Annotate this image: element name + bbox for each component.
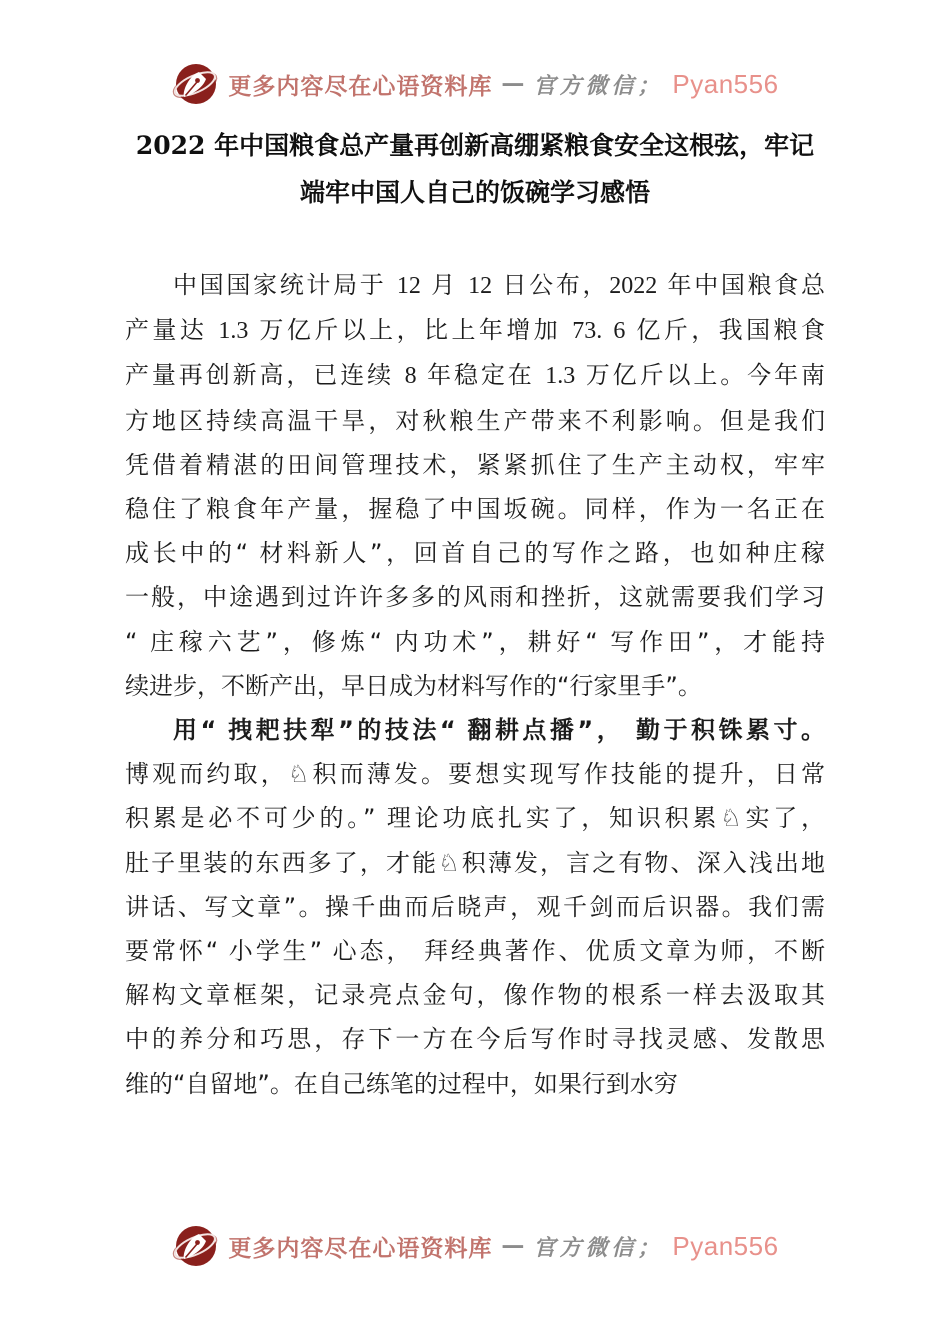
text-line: 方地区持续高温干旱，对秋粮生产带来不利影响。但是我们 (125, 406, 825, 435)
brand-text: 更多内容尽在心语资料库 (228, 72, 493, 100)
separator-dash: — (501, 71, 525, 97)
paragraph (125, 263, 825, 708)
pen-nib-swirl-icon (171, 1222, 219, 1270)
text-line: 解构文章框架，记录亮点金句，像作物的根系一样去汲取其 (125, 981, 825, 1010)
title-line: 2022 年中国粮食总产量再创新高绷紧粮食安全这根弦，牢记 (135, 131, 815, 160)
text-line: “ 庄稼六艺”，修炼“ 内功术”，耕好“ 写作田”，才能持 (125, 627, 825, 656)
text-line: 用“ 拽耙扶犁”的技法“ 翻耕点播”， 勤于积铢累寸。 (173, 716, 825, 745)
wechat-label: 官方微信； (533, 72, 664, 99)
wechat-label: 官方微信； (533, 1234, 664, 1261)
brand-text: 更多内容尽在心语资料库 (228, 1234, 493, 1262)
wechat-id: Pyan556 (672, 68, 779, 99)
document-body (125, 263, 825, 1106)
title-line: 端牢中国人自己的饭碗学习感悟 (299, 178, 650, 207)
text-line: 稳住了粮食年产量，握稳了中国坂碗。同样，作为一名正在 (125, 495, 825, 524)
text-line: 凭借着精湛的田间管理技术，紧紧抓住了生产主动权，牢牢 (125, 450, 825, 479)
text-line: 维的“自留地”。在自己练笔的过程中，如果行到水穷 (125, 1069, 678, 1098)
text-line: 续进步，不断产出，早日成为材料写作的“行家里手”。 (125, 671, 702, 700)
paragraph (125, 708, 825, 1106)
text-line: 成长中的“ 材料新人”，回首自己的写作之路，也如种庄稼 (125, 539, 825, 568)
text-line: 产量再创新高，已连续 8 年稳定在 1.3 万亿斤以上。今年南 (125, 361, 825, 390)
text-line: 中国国家统计局于 12 月 12 日公布，2022 年中国粮食总 (173, 271, 825, 299)
footer-watermark (0, 1222, 950, 1270)
text-line: 要常怀“ 小学生” 心态， 拜经典著作、优质文章为师，不断 (125, 937, 825, 966)
text-line: 产量达 1.3 万亿斤以上，比上年增加 73. 6 亿斤，我国粮食 (125, 316, 825, 345)
pen-nib-swirl-icon (171, 60, 219, 108)
header-watermark (0, 60, 950, 108)
text-line: 讲话、写文章”。操千曲而后晓声，观千剑而后识器。我们需 (125, 892, 825, 921)
text-line: 博观而约取，♘积而薄发。要想实现写作技能的提升，日常 (125, 760, 825, 789)
separator-dash: — (501, 1233, 525, 1259)
text-line: 积累是必不可少的。” 理论功底扎实了，知识积累♘实了， (125, 804, 825, 833)
text-line: 中的养分和巧思，存下一方在今后写作时寻找灵感、发散思 (125, 1025, 825, 1054)
wechat-id: Pyan556 (672, 1230, 779, 1261)
text-line: 肚子里装的东西多了，才能♘积薄发，言之有物、深入浅出地 (125, 848, 825, 877)
text-line: 一般，中途遇到过许许多多的风雨和挫折，这就需要我们学习 (125, 583, 825, 612)
document-title (125, 122, 825, 216)
